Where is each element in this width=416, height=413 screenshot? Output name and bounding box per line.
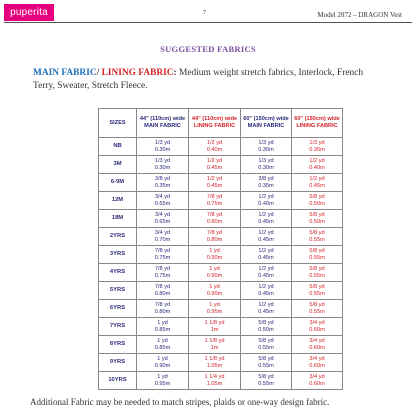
yards-value: 1 yd xyxy=(209,247,220,254)
amount-cell-l60 xyxy=(292,174,343,192)
table-row xyxy=(99,318,343,336)
meters-value: 0.45m xyxy=(258,308,274,315)
amount-cell-m60 xyxy=(241,336,292,354)
amount-cell-m44 xyxy=(137,156,189,174)
meters-value: 0.95m xyxy=(206,308,223,315)
meters-value: 0.65m xyxy=(154,218,171,225)
yards-value: 1/2 yd xyxy=(206,175,223,182)
yards-value: 5/8 yd xyxy=(309,211,325,218)
fabric-description: Medium weight stretch fabrics, Interlock, French Terry, Sweater, Stretch Fleece. xyxy=(33,68,364,91)
amount-cell-m44 xyxy=(137,138,189,156)
yards-value: 1 1/8 yd xyxy=(204,337,225,344)
yards-value: 3/4 yd xyxy=(154,229,171,236)
header-line: FABRIC xyxy=(214,123,236,129)
table-body xyxy=(99,138,343,390)
yards-value: 1 yd xyxy=(157,373,168,380)
meters-value: 0.55m xyxy=(258,380,274,387)
amount-cell-m44 xyxy=(137,372,189,390)
yards-value: 7/8 yd xyxy=(206,193,223,200)
size-cell: 2YRS xyxy=(99,228,137,246)
amount-cell-l44 xyxy=(189,372,241,390)
meters-value: 0.45m xyxy=(309,182,325,189)
meters-value: 0.60m xyxy=(309,326,325,333)
amount-cell-m60 xyxy=(241,354,292,372)
meters-value: 0.75m xyxy=(154,272,171,279)
amount-cell-m60 xyxy=(241,210,292,228)
amount-cell-l44 xyxy=(189,282,241,300)
yards-value: 1/2 yd xyxy=(258,247,274,254)
meters-value: 0.30m xyxy=(258,146,274,153)
table-row xyxy=(99,300,343,318)
meters-value: 0.30m xyxy=(309,146,325,153)
size-cell: 7YRS xyxy=(99,318,137,336)
meters-value: 0.80m xyxy=(206,218,223,225)
size-cell: 6-9M xyxy=(99,174,137,192)
table-row xyxy=(99,192,343,210)
table-row xyxy=(99,174,343,192)
yards-value: 7/8 yd xyxy=(154,301,171,308)
amount-cell-m44 xyxy=(137,282,189,300)
amount-cell-l60 xyxy=(292,318,343,336)
meters-value: 0.30m xyxy=(154,146,171,153)
size-cell: 6YRS xyxy=(99,300,137,318)
table-row xyxy=(99,282,343,300)
yards-value: 1/2 yd xyxy=(258,301,274,308)
yards-value: 7/8 yd xyxy=(154,283,171,290)
meters-value: 0.40m xyxy=(258,200,274,207)
meters-value: 0.85m xyxy=(154,326,171,333)
meters-value: 0.65m xyxy=(154,200,171,207)
meters-value: 0.50m xyxy=(309,200,325,207)
amount-cell-l44 xyxy=(189,210,241,228)
amount-cell-l60 xyxy=(292,156,343,174)
amount-cell-m60 xyxy=(241,318,292,336)
amount-cell-m60 xyxy=(241,300,292,318)
header-line: FABRIC xyxy=(263,123,285,129)
header-divider xyxy=(4,22,412,23)
header-sizes: SIZES xyxy=(99,109,137,138)
yards-value: 5/8 yd xyxy=(309,193,325,200)
header-line: wide MAIN xyxy=(247,116,289,129)
table-row xyxy=(99,156,343,174)
amount-cell-l60 xyxy=(292,210,343,228)
amount-cell-l44 xyxy=(189,318,241,336)
meters-value: 0.30m xyxy=(258,164,274,171)
amount-cell-m44 xyxy=(137,210,189,228)
table-row xyxy=(99,372,343,390)
yards-value: 3/8 yd xyxy=(154,175,171,182)
yards-value: 1 yd xyxy=(209,265,220,272)
size-cell: 5YRS xyxy=(99,282,137,300)
yards-value: 1/2 yd xyxy=(309,175,325,182)
amount-cell-l44 xyxy=(189,246,241,264)
yards-value: 3/4 yd xyxy=(309,373,325,380)
meters-value: 0.55m xyxy=(309,236,325,243)
amount-cell-l60 xyxy=(292,372,343,390)
amount-cell-m60 xyxy=(241,282,292,300)
meters-value: 0.80m xyxy=(206,236,223,243)
meters-value: 0.90m xyxy=(206,254,223,261)
yards-value: 1 yd xyxy=(209,301,220,308)
yards-value: 7/8 yd xyxy=(206,229,223,236)
yards-value: 5/8 yd xyxy=(309,229,325,236)
yards-value: 3/4 yd xyxy=(309,355,325,362)
fabric-requirements-table xyxy=(98,108,343,390)
amount-cell-l44 xyxy=(189,354,241,372)
yards-value: 3/8 yd xyxy=(258,175,274,182)
meters-value: 0.90m xyxy=(206,272,223,279)
header-line: FABRIC xyxy=(160,123,181,129)
yards-value: 1 yd xyxy=(209,283,220,290)
size-cell: 12M xyxy=(99,192,137,210)
meters-value: 0.75m xyxy=(206,200,223,207)
yards-value: 1 1/8 yd xyxy=(204,319,225,326)
header-line: wide MAIN xyxy=(144,116,186,129)
yards-value: 5/8 yd xyxy=(258,373,274,380)
header-line: wide LINING xyxy=(193,116,238,129)
label-colon: : xyxy=(173,68,177,78)
meters-value: 0.55m xyxy=(309,308,325,315)
meters-value: 0.45m xyxy=(206,182,223,189)
header-line: 60" (150cm) xyxy=(294,116,326,122)
yards-value: 1/3 yd xyxy=(154,157,171,164)
header-lining-44 xyxy=(189,109,241,138)
yards-value: 1/2 yd xyxy=(258,283,274,290)
meters-value: 0.85m xyxy=(154,344,171,351)
meters-value: 0.45m xyxy=(258,236,274,243)
amount-cell-l60 xyxy=(292,228,343,246)
yards-value: 7/8 yd xyxy=(154,265,171,272)
yards-value: 3/4 yd xyxy=(309,337,325,344)
amount-cell-l60 xyxy=(292,246,343,264)
model-title: Model 2072 – DRAGON Vest xyxy=(317,11,402,19)
meters-value: 0.75m xyxy=(154,254,171,261)
meters-value: 0.45m xyxy=(258,218,274,225)
amount-cell-l44 xyxy=(189,300,241,318)
yards-value: 3/4 yd xyxy=(309,319,325,326)
amount-cell-m44 xyxy=(137,318,189,336)
yards-value: 1 yd xyxy=(157,337,168,344)
meters-value: 0.70m xyxy=(154,236,171,243)
fabric-intro xyxy=(33,67,383,92)
yards-value: 1/2 yd xyxy=(258,211,274,218)
yards-value: 1/3 yd xyxy=(309,139,325,146)
amount-cell-l60 xyxy=(292,282,343,300)
header-line: 44" (110cm) xyxy=(139,116,172,122)
yards-value: 1/2 yd xyxy=(206,139,223,146)
yards-value: 1/2 yd xyxy=(206,157,223,164)
meters-value: 0.45m xyxy=(258,272,274,279)
yards-value: 3/4 yd xyxy=(154,193,171,200)
meters-value: 1.05m xyxy=(206,362,223,369)
amount-cell-m44 xyxy=(137,192,189,210)
meters-value: 0.55m xyxy=(309,272,325,279)
amount-cell-l44 xyxy=(189,156,241,174)
amount-cell-m44 xyxy=(137,300,189,318)
meters-value: 1m xyxy=(210,326,219,333)
meters-value: 0.90m xyxy=(154,362,171,369)
section-heading: SUGGESTED FABRICS xyxy=(160,44,256,54)
size-cell: 4YRS xyxy=(99,264,137,282)
yards-value: 1/2 yd xyxy=(309,157,325,164)
table-row xyxy=(99,264,343,282)
header-line: 60" (150cm) xyxy=(243,116,275,122)
meters-value: 0.35m xyxy=(154,182,171,189)
meters-value: 0.80m xyxy=(154,308,171,315)
yards-value: 7/8 yd xyxy=(154,247,171,254)
amount-cell-m44 xyxy=(137,336,189,354)
amount-cell-l60 xyxy=(292,138,343,156)
yards-value: 7/8 yd xyxy=(206,211,223,218)
meters-value: 1.05m xyxy=(206,380,223,387)
lining-fabric-label: LINING FABRIC xyxy=(99,68,174,78)
amount-cell-l60 xyxy=(292,300,343,318)
amount-cell-m44 xyxy=(137,354,189,372)
size-cell: 10YRS xyxy=(99,372,137,390)
amount-cell-l44 xyxy=(189,264,241,282)
meters-value: 0.60m xyxy=(309,380,325,387)
yards-value: 1/2 yd xyxy=(258,265,274,272)
amount-cell-m60 xyxy=(241,138,292,156)
amount-cell-l44 xyxy=(189,192,241,210)
yards-value: 1 1/8 yd xyxy=(204,355,225,362)
size-cell: NB xyxy=(99,138,137,156)
yards-value: 5/8 yd xyxy=(258,337,274,344)
amount-cell-l60 xyxy=(292,192,343,210)
yards-value: 1 yd xyxy=(157,355,168,362)
yards-value: 5/8 yd xyxy=(258,355,274,362)
footer-note: Additional Fabric may be needed to match stripes, plaids or one-way design fabric. xyxy=(30,397,330,407)
meters-value: 0.45m xyxy=(258,254,274,261)
meters-value: 0.45m xyxy=(206,164,223,171)
header-main-44 xyxy=(137,109,189,138)
header-line: 44" (110cm) xyxy=(191,116,224,122)
header-lining-60 xyxy=(292,109,343,138)
amount-cell-l44 xyxy=(189,228,241,246)
amount-cell-m44 xyxy=(137,246,189,264)
meters-value: 0.40m xyxy=(309,164,325,171)
meters-value: 0.55m xyxy=(309,290,325,297)
yards-value: 1/2 yd xyxy=(258,229,274,236)
yards-value: 1 1/4 yd xyxy=(204,373,225,380)
header-main-60 xyxy=(241,109,292,138)
header-line: wide LINING xyxy=(296,116,340,129)
amount-cell-l44 xyxy=(189,138,241,156)
amount-cell-l44 xyxy=(189,336,241,354)
meters-value: 0.90m xyxy=(206,290,223,297)
table-row xyxy=(99,228,343,246)
meters-value: 0.80m xyxy=(154,290,171,297)
table-row xyxy=(99,354,343,372)
meters-value: 0.60m xyxy=(309,362,325,369)
amount-cell-m60 xyxy=(241,192,292,210)
meters-value: 0.45m xyxy=(258,290,274,297)
yards-value: 3/4 yd xyxy=(154,211,171,218)
table-row xyxy=(99,138,343,156)
yards-value: 5/8 yd xyxy=(309,247,325,254)
table-header-row xyxy=(99,109,343,138)
amount-cell-m44 xyxy=(137,264,189,282)
amount-cell-m44 xyxy=(137,228,189,246)
yards-value: 1/3 yd xyxy=(258,139,274,146)
meters-value: 0.60m xyxy=(309,344,325,351)
amount-cell-l60 xyxy=(292,354,343,372)
meters-value: 0.35m xyxy=(258,182,274,189)
amount-cell-m60 xyxy=(241,174,292,192)
size-cell: 9YRS xyxy=(99,354,137,372)
main-fabric-label: MAIN FABRIC xyxy=(33,68,97,78)
size-cell: 18M xyxy=(99,210,137,228)
page-number: 7 xyxy=(203,10,206,16)
meters-value: 0.50m xyxy=(309,218,325,225)
size-cell: 3M xyxy=(99,156,137,174)
yards-value: 5/8 yd xyxy=(258,319,274,326)
yards-value: 1/2 yd xyxy=(258,193,274,200)
meters-value: 1m xyxy=(210,344,219,351)
meters-value: 0.55m xyxy=(258,344,274,351)
amount-cell-m60 xyxy=(241,264,292,282)
yards-value: 5/8 yd xyxy=(309,265,325,272)
amount-cell-m60 xyxy=(241,228,292,246)
header-line: FABRIC xyxy=(316,123,338,129)
meters-value: 0.55m xyxy=(309,254,325,261)
amount-cell-m60 xyxy=(241,246,292,264)
yards-value: 5/8 yd xyxy=(309,283,325,290)
yards-value: 1/3 yd xyxy=(154,139,171,146)
yards-value: 1/3 yd xyxy=(258,157,274,164)
amount-cell-l60 xyxy=(292,264,343,282)
amount-cell-m60 xyxy=(241,372,292,390)
meters-value: 0.50m xyxy=(258,326,274,333)
label-separator: / xyxy=(96,68,100,78)
amount-cell-l44 xyxy=(189,174,241,192)
meters-value: 0.55m xyxy=(258,362,274,369)
size-cell: 8YRS xyxy=(99,336,137,354)
size-cell: 3YRS xyxy=(99,246,137,264)
table-row xyxy=(99,210,343,228)
table-row xyxy=(99,246,343,264)
amount-cell-l60 xyxy=(292,336,343,354)
brand-logo: puperita xyxy=(4,4,54,21)
table-row xyxy=(99,336,343,354)
meters-value: 0.30m xyxy=(154,164,171,171)
meters-value: 0.95m xyxy=(154,380,171,387)
yards-value: 5/8 yd xyxy=(309,301,325,308)
yards-value: 1 yd xyxy=(157,319,168,326)
meters-value: 0.40m xyxy=(206,146,223,153)
amount-cell-m60 xyxy=(241,156,292,174)
amount-cell-m44 xyxy=(137,174,189,192)
